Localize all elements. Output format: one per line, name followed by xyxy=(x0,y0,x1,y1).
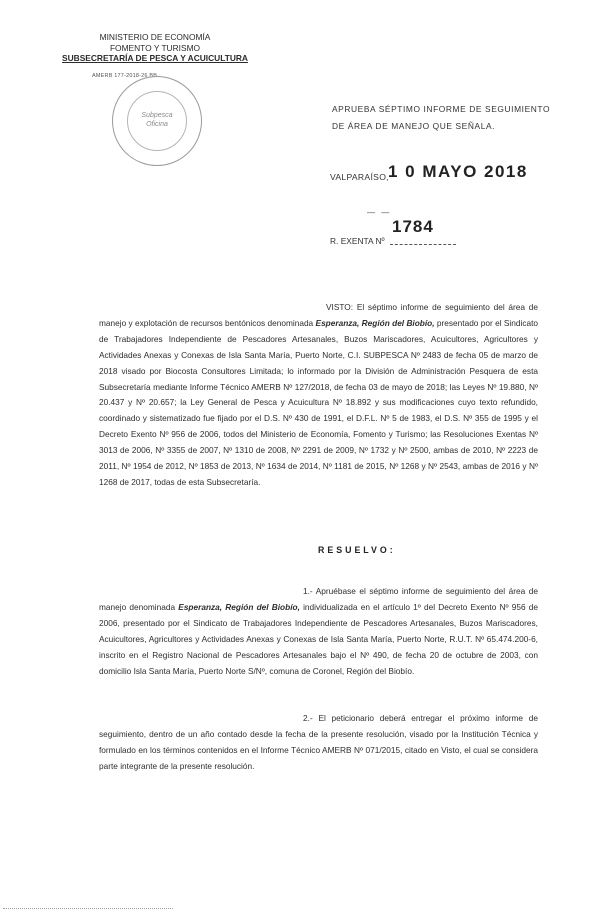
ministry-line-2: FOMENTO Y TURISMO xyxy=(109,42,201,53)
footer-dotted-line xyxy=(3,908,173,909)
item-1-text-2: individualizada en el artículo 1º del Decreto Exento Nº 956 de 2006, presentado por el Sindicato de Trabajadores Independiente de Pescadores Artesanales, Buzos Mariscadores, Acuicultores, Agricultores y Actividades Anexas y Conexas de Isla Santa María, Puerto Norte, R.U.T. Nº 65.474.200-6, inscrito en el Registro Nacional de Pescadores Artesanales bajo el Nº 490, de fecha 20 de octubre de 2003, con domicilio Isla Santa María, Puerto Norte S/Nº, comuna de Coronel, Región del Biobío. xyxy=(99,601,539,676)
resuelvo-heading: RESUELVO: xyxy=(318,545,396,555)
item-2-text: El peticionario deberá entregar el próximo informe de seguimiento, dentro de un año contado desde la fecha de la presente resolución, visado por la Institución Técnica y formulado en los términos contenidos en el Informe Técnico AMERB Nº 071/2015, citado en Visto, el cual se considera parte integrante de la presente resolución. xyxy=(99,713,539,771)
visto-paragraph xyxy=(99,300,538,491)
date-stamp: 1 0 MAYO 2018 xyxy=(388,162,528,181)
visto-text-2: presentado por el Sindicato de Trabajadores Independiente de Pescadores Artesanales, Buzos Mariscadores, Acuicultores, Agricultores y Actividades Anexas y Conexas de Isla Santa María, Puerto Norte, C.I. SUBPESCA Nº 2483 de fecha 05 de marzo de 2018 visado por Biocosta Consultores Limitada; lo informado por la División de Administración Pesquera de esta Subsecretaría mediante Informe Técnico AMERB Nº 127/2018, de fecha 03 de mayo de 2018; las Leyes Nº 19.880, Nº 20.437 y Nº 20.657; la Ley General de Pesca y Acuicultura Nº 18.892 y sus modificaciones cuyo texto refundido, coordinado y sistematizado fue fijado por el D.S. Nº 430 de 1991, el D.F.L. Nº 5 de 1983, el D.S. Nº 355 de 1995 y el Decreto Exento Nº 956 de 2006, todos del Ministerio de Economía, Fomento y Turismo; las Resoluciones Exentas Nº 3013 de 2006, Nº 3355 de 2007, Nº 1310 de 2008, Nº 2291 de 2009, Nº 1732 y Nº 2500, ambas de 2010, Nº 2223 de 2011, Nº 1954 de 2012, Nº 1853 de 2013, Nº 1634 de 2014, Nº 1181 de 2015, Nº 1268 y Nº 2543, ambas de 2016 y Nº 1268 de 2017, todas de esta Subsecretaría. xyxy=(99,317,539,487)
stamp-line-1: Subpesca xyxy=(141,112,173,119)
reference-code: AMERB 177-2018-26 BB xyxy=(92,73,158,79)
item-1-area-name: Esperanza, Región del Biobío, xyxy=(178,601,300,612)
resolution-label: R. EXENTA Nº xyxy=(330,236,385,246)
ministry-line-1: MINISTERIO DE ECONOMÍA xyxy=(99,32,211,42)
visto-text-1: El séptimo informe de seguimiento del área de manejo y explotación de recursos bentónicos denominada xyxy=(99,302,538,328)
resolution-dash: — — xyxy=(367,208,392,217)
office-stamp xyxy=(112,76,202,166)
item-1-paragraph xyxy=(99,584,538,679)
visto-label: VISTO: xyxy=(326,302,354,312)
resolution-number-underline xyxy=(390,244,456,245)
resolution-subject xyxy=(332,101,550,135)
subsecretaria-line: SUBSECRETARÍA DE PESCA Y ACUICULTURA xyxy=(62,53,248,64)
place-label: VALPARAÍSO, xyxy=(330,172,389,182)
subject-line-2: DE ÁREA DE MANEJO QUE SEÑALA. xyxy=(332,121,496,131)
visto-area-name: Esperanza, Región del Biobío, xyxy=(315,317,435,328)
subject-line-1: APRUEBA SÉPTIMO INFORME DE SEGUIMIENTO xyxy=(332,104,551,114)
item-1-number: 1.- xyxy=(303,586,313,596)
item-2-number: 2.- xyxy=(303,713,313,723)
resolution-number: 1784 xyxy=(392,217,434,236)
office-stamp-text xyxy=(113,111,201,129)
item-2-paragraph xyxy=(99,711,538,775)
item-1-text-1: Apruébase el séptimo informe de seguimiento del área de manejo denominada xyxy=(99,586,538,612)
ministry-header xyxy=(60,32,250,64)
stamp-line-2: Oficina xyxy=(146,121,168,128)
